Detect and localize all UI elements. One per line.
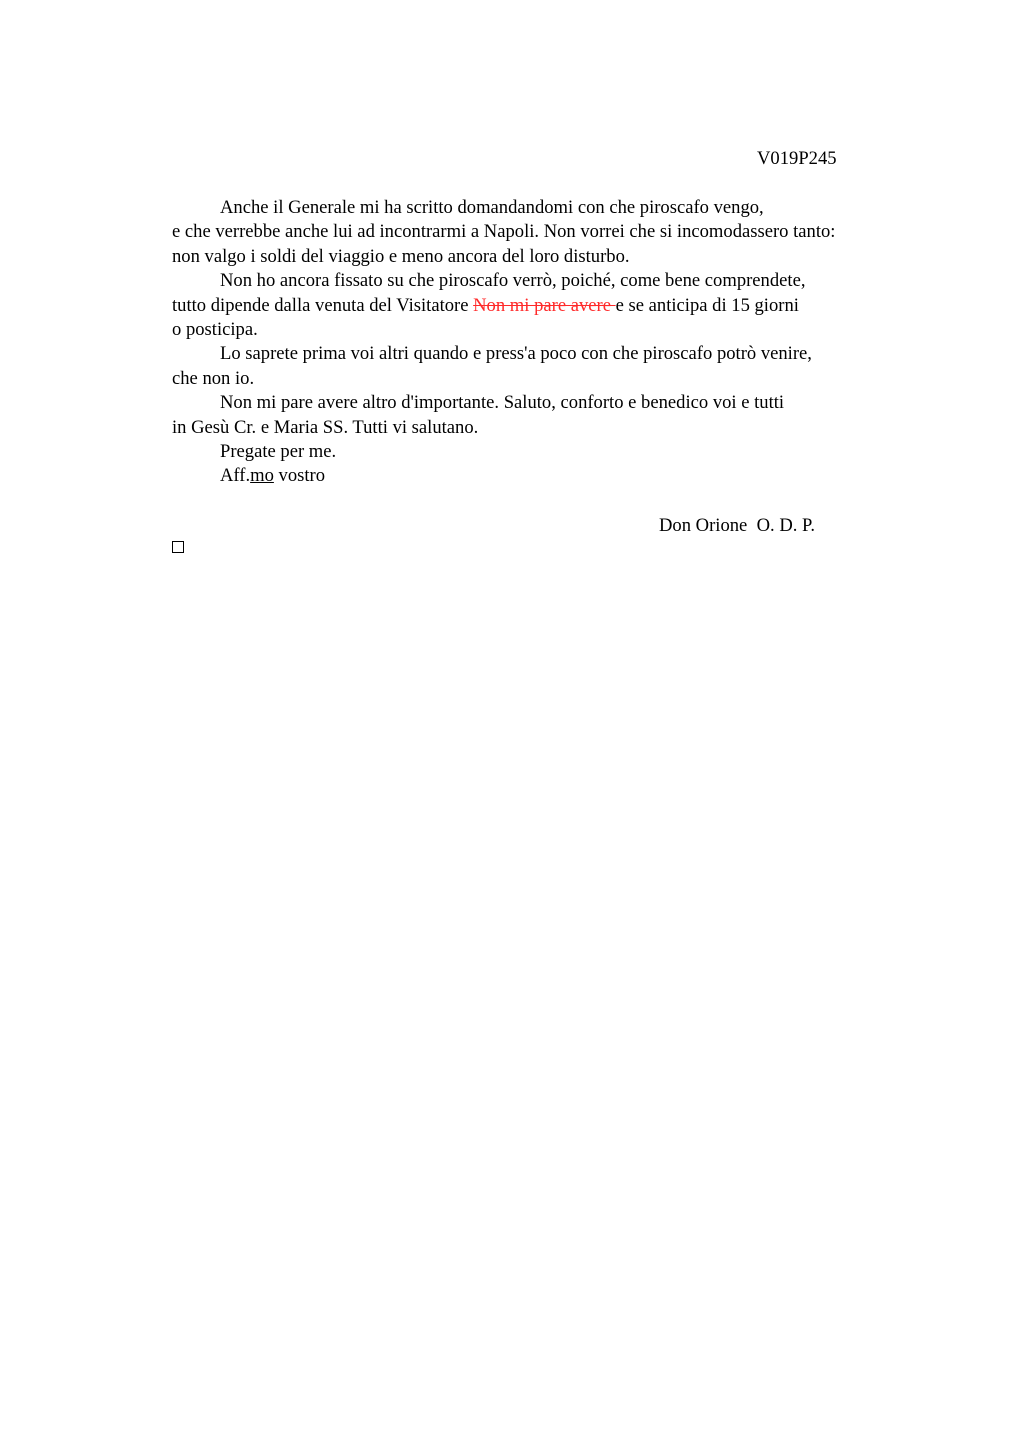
- paragraph-4-line-1: Non mi pare avere altro d'importante. Saluto, conforto e benedico voi e tutti: [220, 392, 785, 414]
- closing-line-2: [172, 464, 932, 488]
- closing-line-1: Pregate per me.: [220, 440, 337, 462]
- paragraph-2-line-3: o posticipa.: [172, 318, 258, 340]
- closing-prefix: Aff.: [220, 465, 251, 487]
- paragraph-1-line-1: Anche il Generale mi ha scritto domandandomi con che piroscafo vengo,: [220, 197, 764, 218]
- paragraph-2-line-1: Non ho ancora fissato su che piroscafo verrò, poiché, come bene comprendete,: [220, 270, 806, 292]
- paragraph-1-line-2: e che verrebbe anche lui ad incontrarmi a Napoli. Non vorrei che si incomodassero tanto:: [172, 221, 836, 243]
- signature: Don Orione O. D. P.: [659, 515, 815, 536]
- paragraph-1-line-3: non valgo i soldi del viaggio e meno ancora del loro disturbo.: [172, 245, 630, 267]
- letter-body: [172, 196, 932, 489]
- document-reference: V019P245: [757, 148, 837, 169]
- struck-through-text: Non mi pare avere: [473, 294, 616, 316]
- paragraph-2-line-2-after: e se anticipa di 15 giorni: [615, 294, 799, 316]
- paragraph-3-line-2: che non io.: [172, 367, 255, 389]
- closing-suffix: vostro: [273, 465, 326, 487]
- paragraph-2-line-2: [172, 294, 932, 318]
- square-outline-icon: [172, 541, 184, 553]
- closing-underlined: mo: [250, 465, 274, 487]
- paragraph-4-line-2: in Gesù Cr. e Maria SS. Tutti vi salutano.: [172, 416, 479, 438]
- paragraph-2-line-2-before: tutto dipende dalla venuta del Visitatore: [172, 294, 474, 316]
- paragraph-3-line-1: Lo saprete prima voi altri quando e press'a poco con che piroscafo potrò venire,: [220, 343, 812, 365]
